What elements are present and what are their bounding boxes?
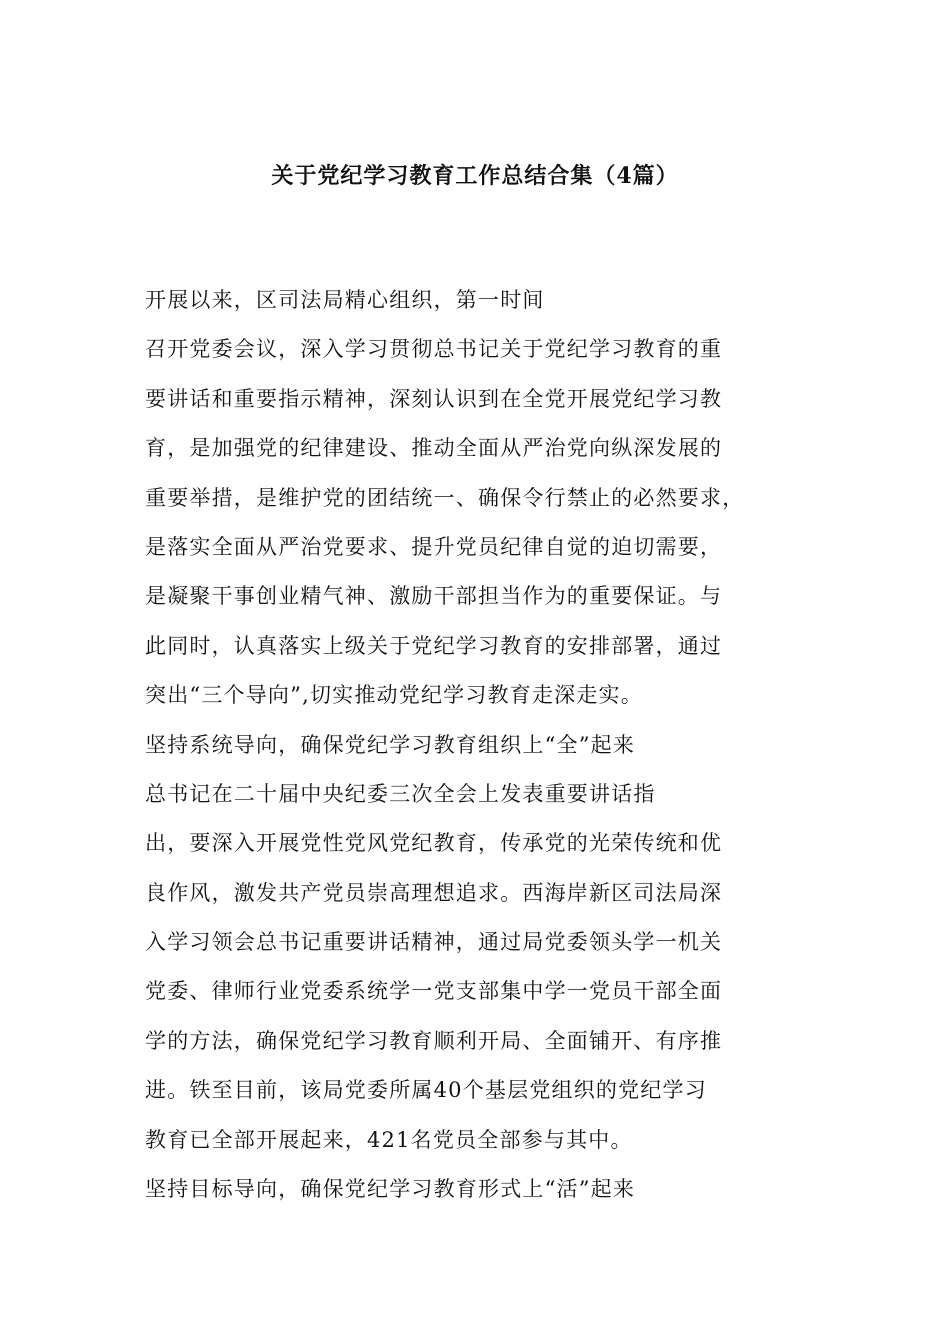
text-line: 学的方法，确保党纪学习教育顺利开局、全面铺开、有序推 bbox=[145, 1028, 723, 1053]
text-line: 此同时，认真落实上级关于党纪学习教育的安排部署，通过 bbox=[145, 633, 723, 658]
text-line: 突出“三个导向”,切实推动党纪学习教育走深走实。 bbox=[145, 683, 643, 708]
section-heading: 坚持目标导向，确保党纪学习教育形式上“活”起来 bbox=[145, 1177, 636, 1202]
text-line: 要讲话和重要指示精神，深刻认识到在全党开展党纪学习教 bbox=[145, 386, 723, 411]
text-line: 是落实全面从严治党要求、提升党员纪律自觉的迫切需要， bbox=[145, 534, 723, 559]
text-line: 党委、律师行业党委系统学一党支部集中学一党员干部全面 bbox=[145, 979, 723, 1004]
text-line: 教育已全部开展起来，421名党员全部参与其中。 bbox=[145, 1127, 633, 1152]
section-heading: 坚持系统导向，确保党纪学习教育组织上“全”起来 bbox=[145, 732, 636, 757]
text-line: 育，是加强党的纪律建设、推动全面从严治党向纵深发展的 bbox=[145, 436, 723, 461]
text-line: 入学习领会总书记重要讲话精神，通过局党委领头学一机关 bbox=[145, 930, 723, 955]
text-line: 良作风，激发共产党员崇高理想追求。西海岸新区司法局深 bbox=[145, 880, 723, 905]
text-line: 总书记在二十届中央纪委三次全会上发表重要讲话指 bbox=[145, 781, 656, 806]
text-line: 召开党委会议，深入学习贯彻总书记关于党纪学习教育的重 bbox=[145, 337, 723, 362]
text-line: 出，要深入开展党性党风党纪教育，传承党的光荣传统和优 bbox=[145, 831, 723, 856]
text-line: 进。铁至目前，该局党委所属40个基层党组织的党纪学习 bbox=[145, 1078, 707, 1103]
text-line: 重要举措，是维护党的团结统一、确保令行禁止的必然要求， bbox=[145, 485, 745, 510]
text-line: 开展以来，区司法局精心组织，第一时间 bbox=[145, 288, 545, 312]
text-line: 是凝聚干事创业精气神、激励干部担当作为的重要保证。与 bbox=[145, 584, 723, 609]
document-body bbox=[145, 284, 785, 1222]
document-title: 关于党纪学习教育工作总结合集（4篇） bbox=[271, 163, 679, 189]
